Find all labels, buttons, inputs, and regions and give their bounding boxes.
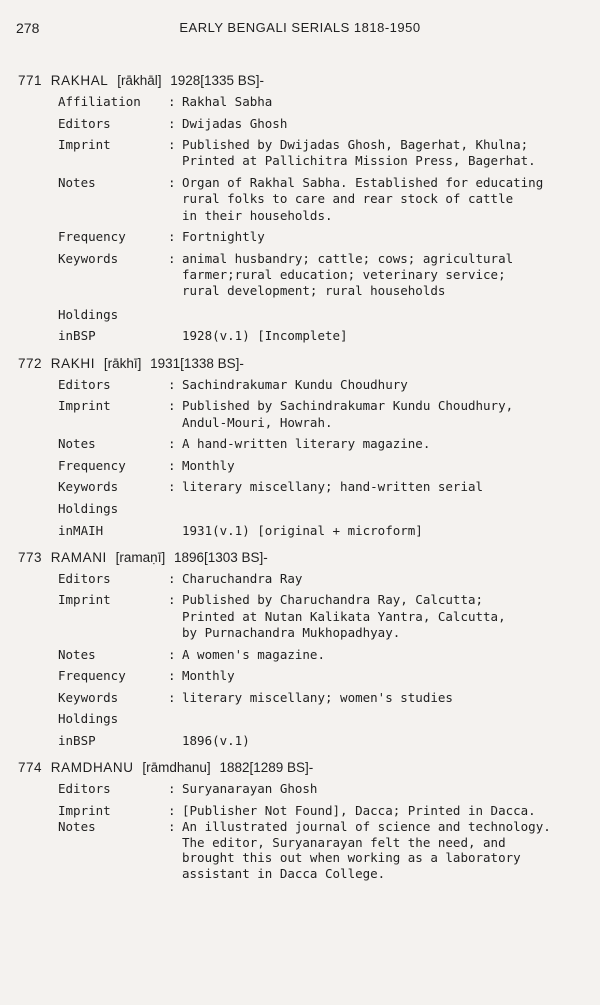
field-label: Editors (58, 781, 111, 797)
field-value: Fortnightly (182, 229, 265, 245)
holding-row (58, 328, 590, 344)
field-label: Notes (58, 175, 96, 191)
field-value: Published by Dwijadas Ghosh, Bagerhat, Khulna; Printed at Pallichitra Mission Press, Bagerhat. (182, 137, 536, 169)
entry-title: RAMDHANU (50, 760, 134, 776)
field-imprint: Imprint : Published by Sachindrakumar Kundu Choudhury, Andul-Mouri, Howrah. (58, 398, 590, 431)
entry-fields (58, 377, 590, 539)
entry-transliteration: [ramaṇī] (115, 549, 166, 565)
field-value: An illustrated journal of science and technology. The editor, Suryanarayan felt the need, and brought this out when working as a laboratory assistant in Dacca College. (182, 819, 551, 881)
field-label: Keywords (58, 250, 119, 266)
running-header (16, 20, 584, 40)
field-label: Editors (58, 115, 111, 131)
field-value: A hand-written literary magazine. (182, 436, 431, 452)
field-imprint: Imprint : Published by Dwijadas Ghosh, Bagerhat, Khulna; Printed at Pallichitra Mission Press, Bagerhat. (58, 137, 590, 170)
entry-771 (18, 70, 590, 345)
field-value: Rakhal Sabha (182, 94, 273, 109)
field-label: Imprint (58, 398, 111, 414)
field-keywords: Keywords : literary miscellany; women's studies (58, 690, 590, 706)
entry-transliteration: [rākhāl] (117, 73, 162, 88)
field-value: Published by Sachindrakumar Kundu Choudhury, Andul-Mouri, Howrah. (182, 398, 514, 430)
field-label: Notes (58, 436, 96, 452)
field-label: Editors (58, 376, 111, 392)
entry-number: 774 (18, 760, 43, 776)
field-notes: Notes : An illustrated journal of science and technology. The editor, Suryanarayan felt the need, and brought this out when working as a laboratory assistant in Dacca College. (58, 819, 590, 881)
field-value: Published by Charuchandra Ray, Calcutta; Printed at Nutan Kalikata Yantra, Calcutta, by Purnachandra Mukhopadhyay. (182, 592, 506, 640)
entry-773 (18, 547, 590, 749)
entry-fields (58, 781, 590, 881)
holding-library: inMAIH (58, 522, 104, 538)
holding-library: inBSP (58, 328, 96, 344)
holdings-label: Holdings (58, 711, 119, 727)
field-value: [Publisher Not Found], Dacca; Printed in Dacca. (182, 802, 536, 818)
page-number: 278 (16, 20, 40, 36)
holding-library: inBSP (58, 732, 96, 748)
serial-entries (18, 70, 590, 890)
field-value: A women's magazine. (182, 646, 325, 662)
field-value: Charuchandra Ray (182, 570, 303, 586)
holding-value: 1896(v.1) (182, 732, 250, 748)
entry-number: 771 (18, 73, 43, 88)
field-editors: Editors : Suryanarayan Ghosh (58, 781, 590, 797)
field-affiliation: Affiliation : Rakhal Sabha (58, 94, 590, 110)
field-value: Dwijadas Ghosh (182, 115, 288, 131)
field-notes: Notes : A hand-written literary magazine. (58, 436, 590, 452)
field-notes: Notes : A women's magazine. (58, 647, 590, 663)
field-label: Imprint (58, 802, 111, 818)
field-value: literary miscellany; women's studies (182, 689, 453, 705)
field-editors: Editors : Dwijadas Ghosh (58, 116, 590, 132)
field-frequency: Frequency : Monthly (58, 668, 590, 684)
holding-value: 1928(v.1) [Incomplete] (182, 328, 348, 344)
entry-number: 772 (18, 355, 43, 371)
field-value: animal husbandry; cattle; cows; agricultural farmer;rural education; veterinary service; rural development; rural households (182, 250, 514, 299)
holding-value: 1931(v.1) [original + microform] (182, 522, 423, 538)
entry-774 (18, 757, 590, 881)
field-keywords: Keywords : literary miscellany; hand-written serial (58, 479, 590, 495)
field-frequency: Frequency : Fortnightly (58, 229, 590, 245)
entry-772 (18, 353, 590, 539)
field-imprint: Imprint : [Publisher Not Found], Dacca; Printed in Dacca. (58, 803, 590, 819)
field-value: Monthly (182, 668, 235, 684)
holdings-label: Holdings (58, 500, 119, 516)
entry-title: RAMANI (50, 549, 107, 565)
field-value: Sachindrakumar Kundu Choudhury (182, 376, 408, 392)
field-label: Imprint (58, 137, 111, 153)
field-editors: Editors : Sachindrakumar Kundu Choudhury (58, 377, 590, 393)
field-value: Monthly (182, 457, 235, 473)
field-label: Affiliation (58, 94, 141, 109)
entry-years: 1882[1289 BS]- (219, 760, 314, 776)
entry-number: 773 (18, 549, 43, 565)
entry-heading (18, 547, 590, 569)
field-label: Frequency (58, 457, 126, 473)
field-editors: Editors : Charuchandra Ray (58, 571, 590, 587)
field-notes: Notes : Organ of Rakhal Sabha. Established for educating rural folks to care and rear stock of cattle in their households. (58, 175, 590, 224)
entry-transliteration: [rākhī] (103, 355, 142, 371)
entry-heading (18, 70, 590, 92)
field-keywords: Keywords : animal husbandry; cattle; cows; agricultural farmer;rural education; veterinary service; rural development; rural households (58, 251, 590, 300)
field-label: Frequency (58, 668, 126, 684)
entry-years: 1928[1335 BS]- (170, 73, 265, 88)
field-label: Editors (58, 570, 111, 586)
field-label: Notes (58, 646, 96, 662)
field-value: Suryanarayan Ghosh (182, 781, 318, 797)
entry-fields (58, 94, 590, 345)
entry-heading (18, 353, 590, 375)
running-title: EARLY BENGALI SERIALS 1818-1950 (179, 20, 421, 35)
field-label: Notes (58, 819, 96, 835)
holding-row (58, 523, 590, 539)
field-value: Organ of Rakhal Sabha. Established for educating rural folks to care and rear stock of cattle in their households. (182, 175, 544, 223)
field-label: Imprint (58, 592, 111, 608)
entry-fields (58, 571, 590, 749)
field-label: Keywords (58, 689, 119, 705)
entry-title: RAKHAL (50, 73, 109, 88)
entry-years: 1931[1338 BS]- (150, 355, 244, 371)
field-label: Frequency (58, 229, 126, 245)
entry-title: RAKHI (50, 355, 96, 371)
field-frequency: Frequency : Monthly (58, 458, 590, 474)
holdings-label: Holdings (58, 306, 119, 322)
field-label: Keywords (58, 479, 119, 495)
entry-years: 1896[1303 BS]- (173, 549, 268, 565)
field-imprint: Imprint : Published by Charuchandra Ray, Calcutta; Printed at Nutan Kalikata Yantra, Calcutta, by Purnachandra Mukhopadhyay. (58, 592, 590, 641)
holding-row (58, 733, 590, 749)
entry-heading (18, 757, 590, 779)
field-value: literary miscellany; hand-written serial (182, 479, 484, 495)
entry-transliteration: [rāmdhanu] (142, 760, 211, 776)
